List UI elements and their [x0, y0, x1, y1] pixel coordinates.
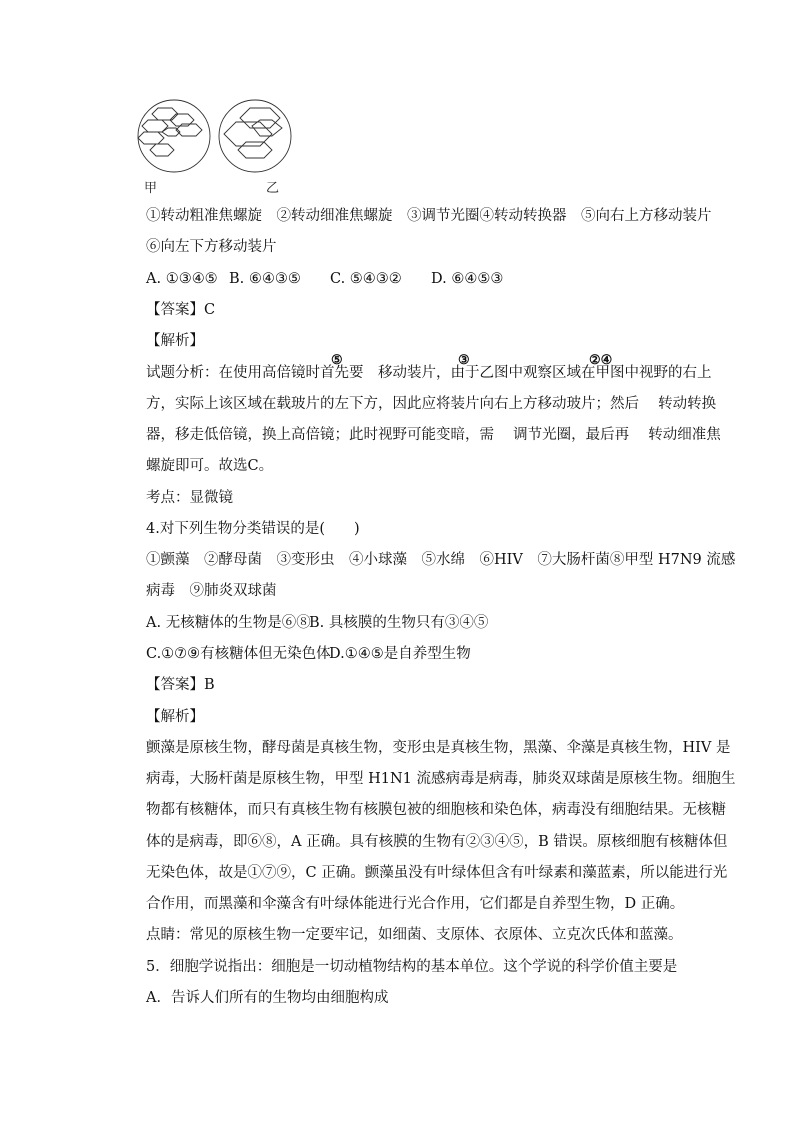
q4-analysis-line2: 病毒，大肠杆菌是原核生物，甲型 H1N1 流感病毒是病毒，肺炎双球菌是原核生物。细胞生 [146, 771, 736, 787]
q3-options [146, 269, 503, 289]
q4-items-line2: 病毒 ⑨肺炎双球菌 [146, 583, 277, 599]
q4-options-cd [146, 644, 471, 664]
q3-steps-line1: ①转动粗准焦螺旋 ②转动细准焦螺旋 ③调节光圈④转动转换器 ⑤向右上方移动装片 [146, 208, 712, 224]
q4-analysis-line3: 物都有核糖体，而只有真核生物有核膜包被的细胞核和染色体，病毒没有细胞结果。无核糖 [146, 802, 726, 818]
field-of-view-yi [219, 100, 291, 172]
q4-option-c: C.①⑦⑨有核糖体但无染色体 [146, 646, 331, 662]
q3-answer: 【答案】C [146, 302, 216, 318]
figure-label-yi: 乙 [266, 181, 280, 196]
q3-kaodian: 考点：显微镜 [146, 490, 233, 506]
q3-analysis-line4: 螺旋即可。故选C。 [146, 458, 274, 474]
q3-option-b: B. ⑥④③⑤ [229, 271, 301, 287]
q5-option-a: A．告诉人们所有的生物均由细胞构成 [146, 990, 389, 1006]
field-of-view-jia [138, 100, 210, 172]
q3-option-c: C. ⑤④③② [330, 271, 402, 287]
q4-answer: 【答案】B [146, 677, 215, 693]
q3-analysis-line3: 器，移走低倍镜，换上高倍镜；此时视野可能变暗，需 调节光圈，最后再 转动细准焦 [146, 427, 721, 443]
q4-note: 点睛：常见的原核生物一定要牢记，如细菌、支原体、衣原体、立克次氏体和蓝藻。 [146, 927, 683, 943]
q4-stem: 4.对下列生物分类错误的是( ) [146, 521, 360, 537]
q4-analysis-line6: 合作用，而黑藻和伞藻含有叶绿体能进行光合作用，它们都是自养型生物，D 正确。 [146, 896, 685, 912]
q3-option-a: A. ①③④⑤ [146, 271, 218, 287]
q3-steps-line2: ⑥向左下方移动装片 [146, 239, 277, 255]
q3-option-d: D. ⑥④⑤③ [431, 271, 504, 287]
figure-label-jia: 甲 [144, 181, 158, 196]
q3-mark-3: ③ [458, 353, 470, 368]
q3-mark-5: ⑤ [331, 353, 343, 368]
q3-mark-24: ②④ [589, 353, 613, 368]
q4-options-ab [146, 613, 488, 633]
q4-items-line1: ①颤藻 ②酵母菌 ③变形虫 ④小球藻 ⑤水绵 ⑥HIV ⑦大肠杆菌⑧甲型 H7N9 流感 [146, 552, 736, 568]
q4-analysis-title: 【解析】 [146, 709, 204, 725]
microscope-figure [132, 98, 302, 196]
q3-analysis-line1: 试题分析：在使用高倍镜时首先要 移动装片，由于乙图中观察区域在甲图中视野的右上 [146, 365, 712, 381]
q3-analysis-title: 【解析】 [146, 333, 204, 349]
q4-analysis-line5: 无染色体，故是①⑦⑨，C 正确。颤藻虽没有叶绿体但含有叶绿素和藻蓝素，所以能进行光 [146, 865, 728, 881]
q4-analysis-line1: 颤藻是原核生物，酵母菌是真核生物，变形虫是真核生物，黑藻、伞藻是真核生物，HIV 是 [146, 740, 731, 756]
q4-option-d: D.①④⑤是自养型生物 [329, 646, 471, 662]
q4-option-b: B. 具核膜的生物只有③④⑤ [309, 615, 489, 631]
q4-option-a: A. 无核糖体的生物是⑥⑧ [146, 615, 311, 631]
q5-stem: 5．细胞学说指出：细胞是一切动植物结构的基本单位。这个学说的科学价值主要是 [146, 959, 678, 975]
q4-analysis-line4: 体的是病毒，即⑥⑧，A 正确。具有核膜的生物有②③④⑤，B 错误。原核细胞有核糖体但 [146, 834, 728, 850]
q3-analysis-line2: 方，实际上该区域在载玻片的左下方，因此应将装片向右上方移动玻片；然后 转动转换 [146, 396, 717, 412]
